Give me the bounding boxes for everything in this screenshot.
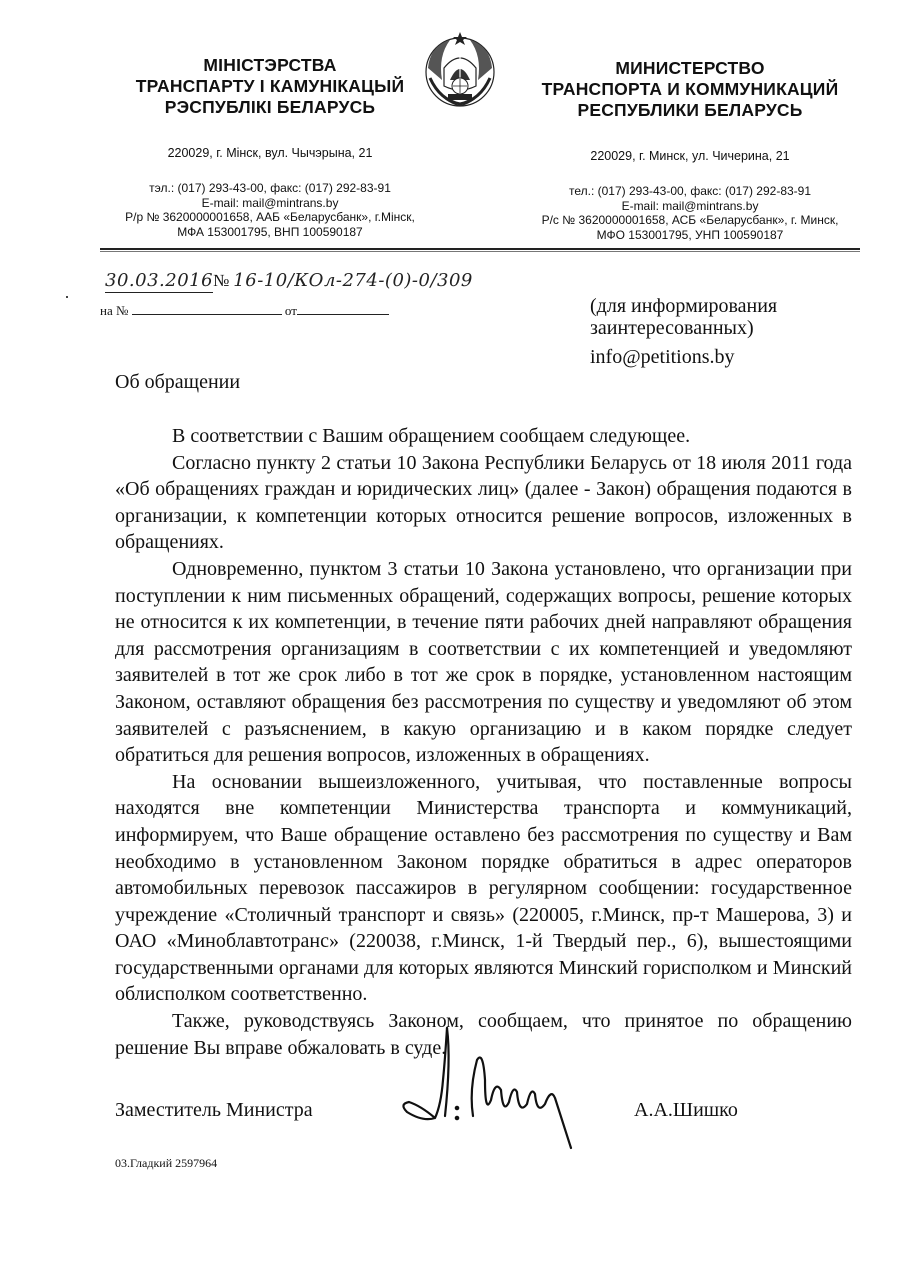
registration-date: 30.03.2016 xyxy=(105,270,214,291)
letterhead-belarusian xyxy=(100,55,440,239)
recipient-block: (для информирования заинтересованных) info@petitions.by xyxy=(590,295,778,368)
body-paragraph: Также, руководствуясь Законом, сообщаем, что принятое по обращению решение Вы вправе обжаловать в суде. xyxy=(115,1010,852,1059)
body-paragraph: На основании вышеизложенного, учитывая, что поставленные вопросы находятся вне компетенции Министерства транспорта и коммуникаций, информируем, что Ваше обращение оставлено без рассмотрения по существу и Вам необходимо в установленном Законом порядке обратиться в адрес операторов автомобильных перевозок пассажиров в регулярном сообщении: государственное учреждение «Столичный транспорт и связь» (220005, г.Минск, пр-т Машерова, 3) и ОАО «Миноблавтотранс» (220038, г.Минск, 1-й Твердый пер., 6), вышестоящими государственными органами для которых являются Минский горисполком и Минский облисполком соответственно. xyxy=(115,770,852,1006)
reference-line xyxy=(100,303,389,319)
letter-body xyxy=(115,423,852,1061)
registration-number: 16-10/КОл-274-(0)-0/309 xyxy=(233,270,473,291)
letterhead-russian xyxy=(505,58,875,242)
contacts-ru: тел.: (017) 293-43-00, факс: (017) 292-83-91 E-mail: mail@mintrans.by Р/с № 3620000001658, АСБ «Беларусбанк», г. Минск, МФО 153001795, УНП 100590187 xyxy=(541,184,839,242)
org-name-by: МІНІСТЭРСТВА ТРАНСПАРТУ І КАМУНІКАЦЫЙ РЭСПУБЛІКІ БЕЛАРУСЬ xyxy=(135,55,405,117)
signatory-name: А.А.Шишко xyxy=(634,1099,738,1121)
signatory-title: Заместитель Министра xyxy=(115,1099,313,1121)
body-paragraph: Согласно пункту 2 статьи 10 Закона Республики Беларусь от 18 июля 2011 года «Об обращениях граждан и юридических лиц» (далее - Закон) обращения подаются в организации, к компетенции которых относится решение вопросов, изложенных в обращениях. xyxy=(115,451,852,554)
recipient-email: info@petitions.by xyxy=(590,346,735,368)
address-ru: 220029, г. Минск, ул. Чичерина, 21 xyxy=(590,149,790,163)
ref-date-blank xyxy=(297,304,389,315)
subject-line: Об обращении xyxy=(115,371,241,393)
ref-number-blank xyxy=(132,304,282,315)
org-name-ru: МИНИСТЕРСТВО ТРАНСПОРТА И КОММУНИКАЦИЙ РЕСПУБЛИКИ БЕЛАРУСЬ xyxy=(541,58,839,120)
ref-from-label: от xyxy=(284,303,297,318)
body-paragraph: В соответствии с Вашим обращением сообщаем следующее. xyxy=(172,425,691,447)
letterhead-divider-thin xyxy=(100,251,860,252)
ref-number-label: на № xyxy=(100,303,129,318)
address-by: 220029, г. Мінск, вул. Чычэрына, 21 xyxy=(167,146,373,160)
number-symbol: № xyxy=(213,271,230,290)
executor-info: 03.Гладкий 2597964 xyxy=(115,1156,218,1170)
body-paragraph: Одновременно, пунктом 3 статьи 10 Закона установлено, что организации при поступлении к ним письменных обращений, содержащих вопросы, решение которых не относится к их компетенции, в течение пяти рабочих дней направляют обращения для рассмотрения организациям в соответствии с их компетенцией и уведомляют заявителей в тот же срок либо в тот же срок в порядке, установленном настоящим Законом, оставляют обращения без рассмотрения по существу и уведомляют об этом заявителей с разъяснением, в какую организацию и в каком порядке следует обратиться для решения вопросов, изложенных в обращениях. xyxy=(115,557,852,767)
contacts-by: тэл.: (017) 293-43-00, факс: (017) 292-83-91 E-mail: mail@mintrans.by Р/р № 3620000001658, ААБ «Беларусбанк», г.Мінск, МФА 153001795, ВНП 100590187 xyxy=(125,181,415,239)
belarus-coat-of-arms-icon xyxy=(420,28,500,110)
letterhead-divider xyxy=(100,248,860,250)
scan-speck xyxy=(66,296,68,298)
handwritten-signature-icon xyxy=(395,1020,595,1170)
registration-line xyxy=(105,270,473,291)
